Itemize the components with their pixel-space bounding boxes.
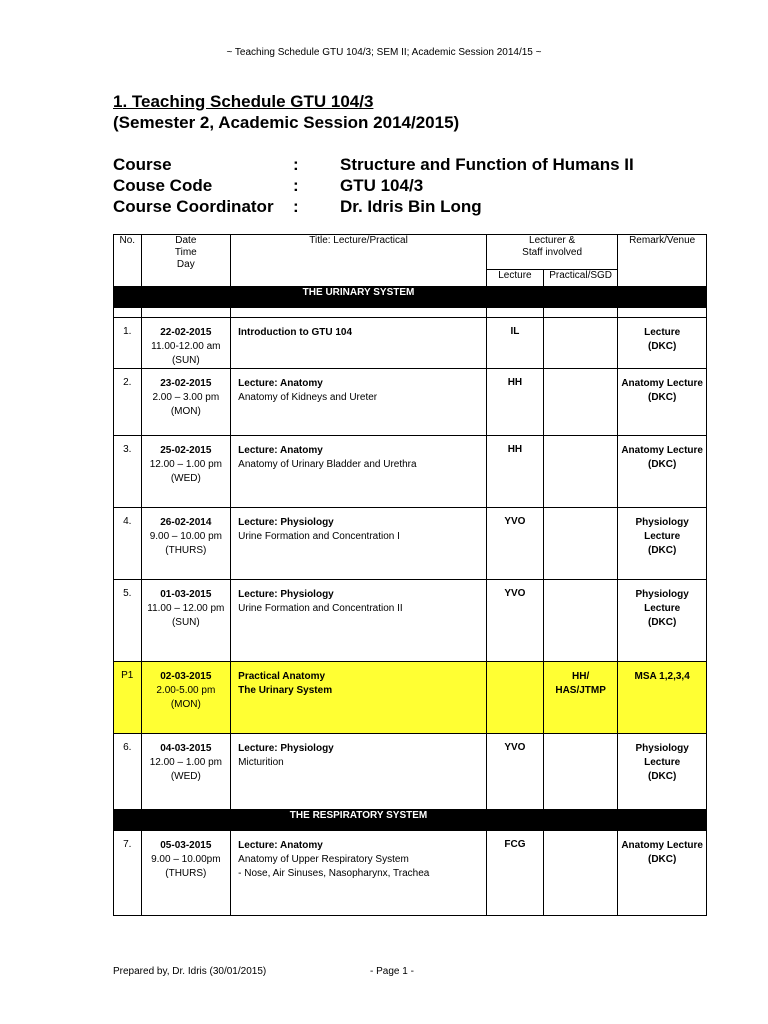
row-lecturer: YVO: [486, 734, 543, 810]
row-remark-line: (DKC): [648, 459, 677, 470]
spacer-cell: [231, 308, 487, 318]
row-number: 6.: [114, 734, 142, 810]
row-day: (MON): [170, 699, 201, 710]
section-blank-no: [114, 810, 142, 831]
schedule-row: [114, 369, 707, 436]
section-title: THE RESPIRATORY SYSTEM: [231, 810, 487, 831]
spacer-cell: [543, 308, 617, 318]
row-title: Practical Anatomy: [238, 671, 326, 682]
document-title: [113, 92, 373, 112]
header-remark: Remark/Venue: [618, 235, 707, 287]
spacer-cell: [141, 308, 231, 318]
schedule-row: [114, 662, 707, 734]
row-lecturer: FCG: [486, 831, 543, 916]
row-remark-line: Lecture: [644, 531, 681, 542]
row-date-cell: [141, 318, 231, 369]
row-subtitle2: - Nose, Air Sinuses, Nasopharynx, Trachea: [238, 868, 430, 879]
row-subtitle: Anatomy of Urinary Bladder and Urethra: [238, 459, 417, 470]
row-title: Lecture: Anatomy: [238, 445, 323, 456]
row-remark-line: Physiology: [635, 589, 689, 600]
course-label: Course: [113, 155, 172, 174]
section-blank-date: [141, 810, 231, 831]
row-remark-cell: [618, 436, 707, 508]
row-number: P1: [114, 662, 142, 734]
row-subtitle: Micturition: [238, 757, 284, 768]
row-day: (MON): [170, 406, 201, 417]
row-title: Lecture: Anatomy: [238, 378, 323, 389]
header-lecture: Lecture: [486, 270, 543, 287]
row-subtitle: Urine Formation and Concentration I: [238, 531, 400, 542]
colon: :: [293, 197, 299, 216]
row-title-cell: [231, 580, 487, 662]
row-date: 04-03-2015: [160, 743, 212, 754]
row-title-cell: [231, 734, 487, 810]
spacer-cell: [486, 308, 543, 318]
coordinator-value: Dr. Idris Bin Long: [340, 197, 482, 216]
schedule-table: [113, 234, 707, 916]
row-title-cell: [231, 662, 487, 734]
footer-prepared: Prepared by, Dr. Idris (30/01/2015): [113, 966, 267, 977]
document-title-text: 1. Teaching Schedule GTU 104/3: [113, 92, 374, 111]
row-subtitle: Anatomy of Kidneys and Ureter: [238, 392, 378, 403]
schedule-row: [114, 734, 707, 810]
row-remark-line: Anatomy Lecture: [621, 445, 703, 456]
header-practical: Practical/SGD: [543, 270, 617, 287]
row-remark-line: (DKC): [648, 854, 677, 865]
row-title-cell: [231, 831, 487, 916]
row-time: 2.00 – 3.00 pm: [152, 392, 220, 403]
section-blank-lecture: [486, 810, 543, 831]
row-number: 3.: [114, 436, 142, 508]
row-remark-line: (DKC): [648, 545, 677, 556]
header-no: No.: [114, 235, 142, 287]
row-lecturer: HH: [486, 436, 543, 508]
row-remark-line: Physiology: [635, 517, 689, 528]
row-title-cell: [231, 318, 487, 369]
row-day: (SUN): [171, 617, 200, 628]
row-date: 25-02-2015: [160, 445, 212, 456]
section-blank-practical: [543, 810, 617, 831]
row-title: Lecture: Physiology: [238, 743, 334, 754]
row-date-cell: [141, 662, 231, 734]
row-remark-line: (DKC): [648, 392, 677, 403]
row-practical-line: HAS/JTMP: [555, 685, 606, 696]
section-title: THE URINARY SYSTEM: [231, 287, 487, 308]
schedule-row: [114, 831, 707, 916]
row-remark-line: (DKC): [648, 617, 677, 628]
row-title-cell: [231, 436, 487, 508]
spacer-row: [114, 308, 707, 318]
header-staff: [486, 235, 617, 270]
header-time-line: Time: [174, 247, 197, 258]
row-title-cell: [231, 369, 487, 436]
row-subtitle: The Urinary System: [238, 685, 333, 696]
row-remark-line: Lecture: [644, 757, 681, 768]
row-remark-cell: [618, 318, 707, 369]
row-time: 2.00-5.00 pm: [156, 685, 216, 696]
row-time: 9.00 – 10.00 pm: [149, 531, 222, 542]
coordinator-label: Course Coordinator: [113, 197, 274, 216]
row-remark-line: Anatomy Lecture: [621, 840, 703, 851]
row-date-cell: [141, 436, 231, 508]
row-subtitle: Anatomy of Upper Respiratory System: [238, 854, 409, 865]
row-day: (SUN): [171, 355, 200, 366]
header-staff-line2: Staff involved: [522, 247, 583, 258]
section-header-row: [114, 287, 707, 308]
footer-page: - Page 1 -: [370, 966, 414, 977]
row-number: 1.: [114, 318, 142, 369]
row-practical-cell: [543, 580, 617, 662]
row-date-cell: [141, 831, 231, 916]
row-title-cell: [231, 508, 487, 580]
row-date: 23-02-2015: [160, 378, 212, 389]
row-date: 01-03-2015: [160, 589, 212, 600]
row-title: Lecture: Physiology: [238, 517, 334, 528]
row-lecturer: YVO: [486, 508, 543, 580]
row-remark-line: Anatomy Lecture: [621, 378, 703, 389]
row-date: 26-02-2014: [160, 517, 212, 528]
row-date-cell: [141, 369, 231, 436]
colon: :: [293, 155, 299, 174]
row-number: 7.: [114, 831, 142, 916]
row-number: 2.: [114, 369, 142, 436]
section-blank-remark: [618, 287, 707, 308]
row-practical-cell: [543, 436, 617, 508]
row-remark-line: (DKC): [648, 771, 677, 782]
row-title: Introduction to GTU 104: [238, 327, 353, 338]
row-practical-cell: [543, 318, 617, 369]
row-remark-cell: [618, 369, 707, 436]
row-date-cell: [141, 734, 231, 810]
row-lecturer: IL: [486, 318, 543, 369]
row-remark-cell: [618, 662, 707, 734]
schedule-body: [114, 287, 707, 916]
row-remark-line: (DKC): [648, 341, 677, 352]
schedule-row: [114, 318, 707, 369]
row-time: 11.00 – 12.00 pm: [147, 603, 225, 614]
row-date-cell: [141, 580, 231, 662]
course-code-label: Couse Code: [113, 176, 213, 195]
schedule-row: [114, 580, 707, 662]
spacer-cell: [114, 308, 142, 318]
row-remark-line: MSA 1,2,3,4: [634, 671, 690, 682]
section-blank-practical: [543, 287, 617, 308]
row-remark-line: Lecture: [644, 603, 681, 614]
section-blank-no: [114, 287, 142, 308]
section-blank-remark: [618, 810, 707, 831]
header-row: [114, 235, 707, 270]
row-day: (THURS): [165, 545, 207, 556]
row-practical-cell: [543, 369, 617, 436]
row-remark-cell: [618, 580, 707, 662]
spacer-cell: [618, 308, 707, 318]
row-number: 5.: [114, 580, 142, 662]
row-date: 22-02-2015: [160, 327, 212, 338]
row-lecturer: HH: [486, 369, 543, 436]
row-date: 05-03-2015: [160, 840, 212, 851]
row-practical-cell: [543, 508, 617, 580]
row-date: 02-03-2015: [160, 671, 212, 682]
row-lecturer: [486, 662, 543, 734]
section-blank-lecture: [486, 287, 543, 308]
header-staff-line1: Lecturer &: [529, 235, 576, 246]
row-day: (WED): [170, 771, 201, 782]
row-remark-cell: [618, 831, 707, 916]
row-remark-cell: [618, 508, 707, 580]
header-day-line: Day: [176, 259, 195, 270]
header-date-line: Date: [175, 235, 197, 246]
row-practical-line: HH/: [572, 671, 590, 682]
page-header: ~ Teaching Schedule GTU 104/3; SEM II; Academic Session 2014/15 ~: [226, 47, 542, 58]
row-title: Lecture: Anatomy: [238, 840, 323, 851]
section-header-row: [114, 810, 707, 831]
row-time: 11.00-12.00 am: [151, 341, 221, 352]
row-remark-line: Physiology: [635, 743, 689, 754]
course-code-value: GTU 104/3: [340, 176, 424, 195]
row-date-cell: [141, 508, 231, 580]
header-title: Title: Lecture/Practical: [231, 235, 487, 287]
row-remark-line: Lecture: [644, 327, 681, 338]
row-day: (WED): [170, 473, 201, 484]
row-time: 9.00 – 10.00pm: [151, 854, 221, 865]
schedule-row: [114, 508, 707, 580]
row-number: 4.: [114, 508, 142, 580]
row-time: 12.00 – 1.00 pm: [149, 757, 222, 768]
row-lecturer: YVO: [486, 580, 543, 662]
row-day: (THURS): [165, 868, 207, 879]
colon: :: [293, 176, 299, 195]
header-date: [141, 235, 231, 287]
section-blank-date: [141, 287, 231, 308]
row-practical-cell: [543, 734, 617, 810]
course-value: Structure and Function of Humans II: [340, 155, 634, 174]
schedule-row: [114, 436, 707, 508]
row-remark-cell: [618, 734, 707, 810]
row-time: 12.00 – 1.00 pm: [149, 459, 222, 470]
document-subtitle: (Semester 2, Academic Session 2014/2015): [113, 113, 460, 132]
row-title: Lecture: Physiology: [238, 589, 334, 600]
row-practical-cell: [543, 831, 617, 916]
row-practical-cell: [543, 662, 617, 734]
row-subtitle: Urine Formation and Concentration II: [238, 603, 403, 614]
